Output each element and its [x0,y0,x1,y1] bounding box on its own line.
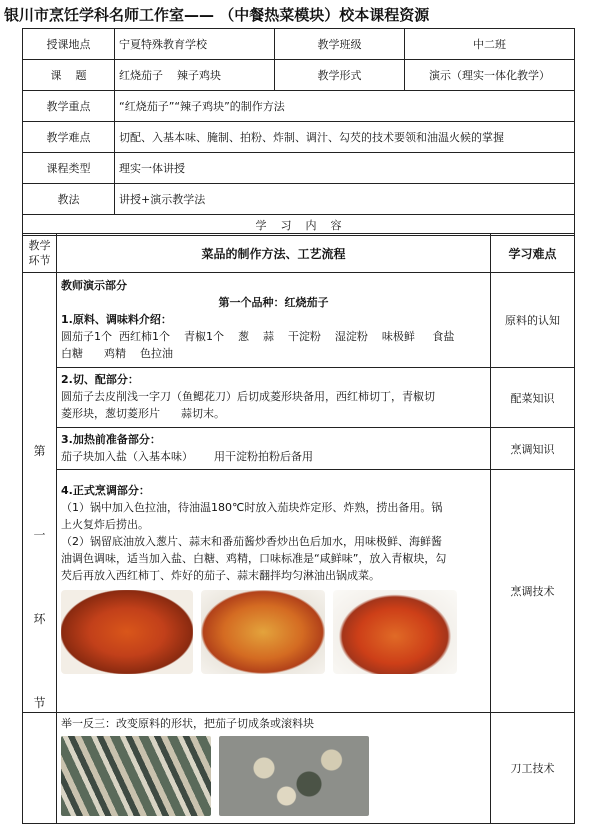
s3-difficulty: 烹调知识 [491,428,575,470]
method-value: 讲授+演示教学法 [115,184,575,215]
content-header: 学 习 内 容 [23,215,575,236]
stage-header: 教学环节 [23,234,57,273]
course-info-table [22,28,575,236]
dish-photo-2 [201,590,325,674]
s2-difficulty: 配菜知识 [491,368,575,428]
cut-photo-2 [219,736,369,816]
s3-line1: 茄子块加入盐（入基本味） 用干淀粉拍粉后备用 [61,450,313,463]
dish-photo-1 [61,590,193,674]
s4-heading: 4.正式烹调部分： [61,484,150,497]
topic-label: 课 题 [23,60,115,91]
section-variation [57,713,491,824]
type-value: 理实一体讲授 [115,153,575,184]
class-label: 教学班级 [275,29,405,60]
s1-heading: 1.原料、调味料介绍： [61,313,172,326]
difficulty-label: 教学难点 [23,122,115,153]
form-value: 演示（理实一体化教学） [405,60,575,91]
demo-title: 教师演示部分 [61,279,127,292]
stage-cell [23,273,57,713]
type-label: 课程类型 [23,153,115,184]
section-cooking [57,470,491,713]
stage-char-1: 第 [33,444,46,458]
place-label: 授课地点 [23,29,115,60]
s2-line1: 圆茄子去皮削浅一字刀（鱼鳃花刀）后切成菱形块备用，西红柿切丁，青椒切 [61,390,435,403]
s2-line2: 菱形块，葱切菱形片 蒜切末。 [61,407,225,420]
s4-line5: 芡后再放入西红柿丁、炸好的茄子、蒜末翻拌均匀淋油出锅成菜。 [61,569,380,582]
section-cutting [57,368,491,428]
s1-line1: 圆茄子1个 西红柿1个 青椒1个 葱 蒜 干淀粉 湿淀粉 味极鲜 食盐 [61,330,455,343]
stage-char-4: 节 [33,696,46,710]
stage-cell-2 [23,713,57,824]
method-label: 教法 [23,184,115,215]
s3-heading: 3.加热前准备部分： [61,433,161,446]
section-preheat [57,428,491,470]
s5-difficulty: 刀工技术 [491,713,575,824]
s4-line3: （2）锅留底油放入葱片、蒜末和番茄酱炒香炒出色后加水，用味极鲜、海鲜酱 [61,535,442,548]
stage-char-3: 环 [33,612,46,626]
s1-difficulty: 原料的认知 [491,273,575,368]
difficulty-value: 切配、入基本味、腌制、拍粉、炸制、调汁、勾芡的技术要领和油温火候的掌握 [115,122,575,153]
dish1-title: 第一个品种：红烧茄子 [218,296,329,309]
s4-line1: （1）锅中加入色拉油，待油温180℃时放入茄块炸定形、炸熟，捞出备用。锅 [61,501,443,514]
s4-line2: 上火复炸后捞出。 [61,518,149,531]
lesson-process-table [22,233,575,824]
s4-difficulty: 烹调技术 [491,470,575,713]
variation-photos [61,736,486,816]
process-header: 菜品的制作方法、工艺流程 [57,234,491,273]
form-label: 教学形式 [275,60,405,91]
place-value: 宁夏特殊教育学校 [115,29,275,60]
s1-line2: 白糖 鸡精 色拉油 [61,347,173,360]
focus-value: “红烧茄子”“辣子鸡块”的制作方法 [115,91,575,122]
page-title: 银川市烹饪学科名师工作室—— （中餐热菜模块）校本课程资源 [4,6,430,24]
focus-label: 教学重点 [23,91,115,122]
cut-photo-1 [61,736,211,816]
class-value: 中二班 [405,29,575,60]
s5-line1: 举一反三：改变原料的形状，把茄子切成条或滚料块 [61,717,314,730]
s2-heading: 2.切、配部分： [61,373,139,386]
section-ingredients [57,273,491,368]
topic-value: 红烧茄子 辣子鸡块 [115,60,275,91]
stage-char-2: 一 [33,528,46,542]
s4-line4: 油调色调味，适当加入盐、白糖、鸡精，口味标准是“咸鲜味”，放入青椒块，勾 [61,552,447,565]
dish-photos [61,590,486,674]
difficulty-header: 学习难点 [491,234,575,273]
dish-photo-3 [333,590,457,674]
